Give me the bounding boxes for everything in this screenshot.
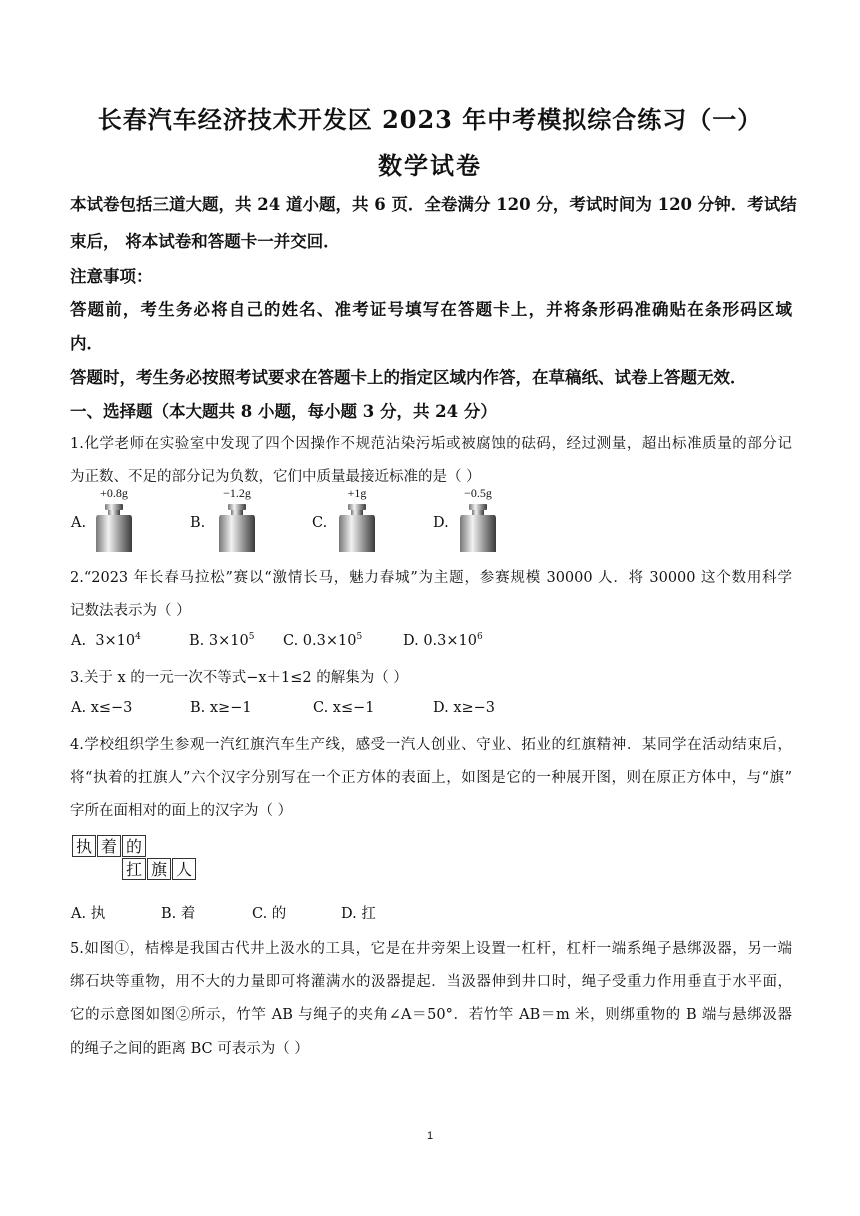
intro-line-2: 束后， 将本试卷和答题卡一并交回．: [70, 232, 340, 251]
weight-d-label: −0.5g: [464, 486, 492, 500]
q4-line-1: 4.学校组织学生参观一汽红旗汽车生产线，感受一汽人创业、守业、拓业的红旗精神．某同学在活动结束后，: [70, 737, 792, 753]
q2-option-a-letter: A.: [71, 632, 87, 649]
q2-option-a-exp: 4: [135, 632, 141, 642]
notice-heading: 注意事项：: [70, 267, 153, 286]
q4-option-d: D. 扛: [341, 906, 376, 922]
weight-c-label: +1g: [347, 486, 367, 500]
q1-weight-d: [448, 486, 508, 556]
q5-line-2: 绑石块等重物，用不大的力量即可将灌满水的汲器提起．当汲器伸到井口时，绳子受重力作用垂直于水平面，: [70, 974, 792, 990]
q2-option-c-letter: C.: [283, 632, 299, 649]
net-cell-1: 执: [72, 835, 96, 857]
q1-option-b-letter: B.: [190, 515, 206, 531]
q3-option-b: B. x≥−1: [190, 700, 252, 716]
net-cell-3: 的: [122, 835, 146, 857]
intro-line-1: 本试卷包括三道大题，共 24 道小题，共 6 页．全卷满分 120 分，考试时间为 120 分钟．考试结: [70, 195, 797, 214]
net-cell-4: 扛: [122, 858, 146, 880]
q2-option-c-exp: 5: [356, 632, 363, 642]
q3-option-d: D. x≥−3: [433, 700, 496, 716]
q2-line-2: 记数法表示为（ ）: [70, 603, 191, 619]
exam-title: 长春汽车经济技术开发区 2023 年中考模拟综合练习（一）: [97, 105, 763, 134]
q2-option-d-exp: 6: [477, 632, 483, 642]
q4-option-b: B. 着: [161, 906, 196, 922]
q4-line-3: 字所在面相对的面上的汉字为（ ）: [70, 803, 293, 819]
q3-option-c: C. x≤−1: [313, 700, 375, 716]
net-cell-6: 人: [172, 858, 196, 880]
q2-option-c: [283, 632, 362, 649]
net-cell-2: 着: [97, 835, 121, 857]
q5-line-1: 5.如图①，桔槔是我国古代井上汲水的工具，它是在井旁架上设置一杠杆，杠杆一端系绳子悬绑汲器，另一端: [70, 941, 792, 957]
q2-option-b-letter: B.: [189, 632, 205, 649]
q3-option-a: A. x≤−3: [71, 700, 133, 716]
q1-option-c-letter: C.: [312, 515, 328, 531]
weight-b-label: −1.2g: [223, 486, 251, 500]
q1-weight-b: [207, 486, 267, 556]
page-number: 1: [426, 1130, 434, 1142]
weight-a-label: +0.8g: [100, 486, 128, 500]
q2-option-a: [71, 632, 141, 649]
notice-1-line-1: 答题前，考生务必将自己的姓名、准考证号填写在答题卡上，并将条形码准确贴在条形码区域: [70, 300, 792, 319]
q2-option-d-letter: D.: [403, 632, 419, 649]
q1-option-d-letter: D.: [433, 515, 449, 531]
net-cell-5: 旗: [147, 858, 171, 880]
q1-weight-a: [84, 486, 144, 556]
q1-line-1: 1.化学老师在实验室中发现了四个因操作不规范沾染污垢或被腐蚀的砝码，经过测量，超出标准质量的部分记: [70, 436, 792, 452]
q1-weight-c: [327, 486, 387, 556]
q2-option-b: [189, 632, 254, 649]
section-1-heading: 一、选择题（本大题共 8 小题，每小题 3 分，共 24 分）: [70, 402, 497, 421]
exam-subtitle: 数学试卷: [378, 151, 482, 180]
q4-option-c: C. 的: [252, 906, 287, 922]
q5-line-4: 的绳子之间的距离 BC 可表示为（ ）: [70, 1041, 309, 1057]
notice-1-line-2: 内．: [70, 334, 103, 353]
notice-2: 答题时，考生务必按照考试要求在答题卡上的指定区域内作答，在草稿纸、试卷上答题无效．: [70, 368, 747, 387]
q2-option-b-exp: 5: [248, 632, 255, 642]
q2-option-d: [403, 632, 483, 649]
q3-line-1: 3.关于 x 的一元一次不等式−x＋1≤2 的解集为（ ）: [70, 670, 408, 686]
q2-line-1: 2.“2023 年长春马拉松”赛以“激情长马，魅力春城”为主题，参赛规模 30000 人．将 30000 这个数用科学: [70, 570, 792, 586]
q2-option-d-base: 0.3×10: [423, 632, 477, 649]
q2-option-c-base: 0.3×10: [302, 632, 357, 649]
q5-line-3: 它的示意图如图②所示，竹竿 AB 与绳子的夹角∠A＝50°．若竹竿 AB＝m 米，则绑重物的 B 端与悬绑汲器: [70, 1007, 792, 1023]
q1-option-a-letter: A.: [71, 515, 87, 531]
q4-option-a: A. 执: [71, 906, 106, 922]
q1-line-2: 为正数、不足的部分记为负数，它们中质量最接近标准的是（ ）: [70, 469, 481, 485]
q4-line-2: 将“执着的扛旗人”六个汉字分别写在一个正方体的表面上，如图是它的一种展开图，则在原正方体中，与“旗”: [70, 770, 792, 786]
q2-option-a-base: 3×10: [95, 632, 136, 649]
q2-option-b-base: 3×10: [208, 632, 249, 649]
